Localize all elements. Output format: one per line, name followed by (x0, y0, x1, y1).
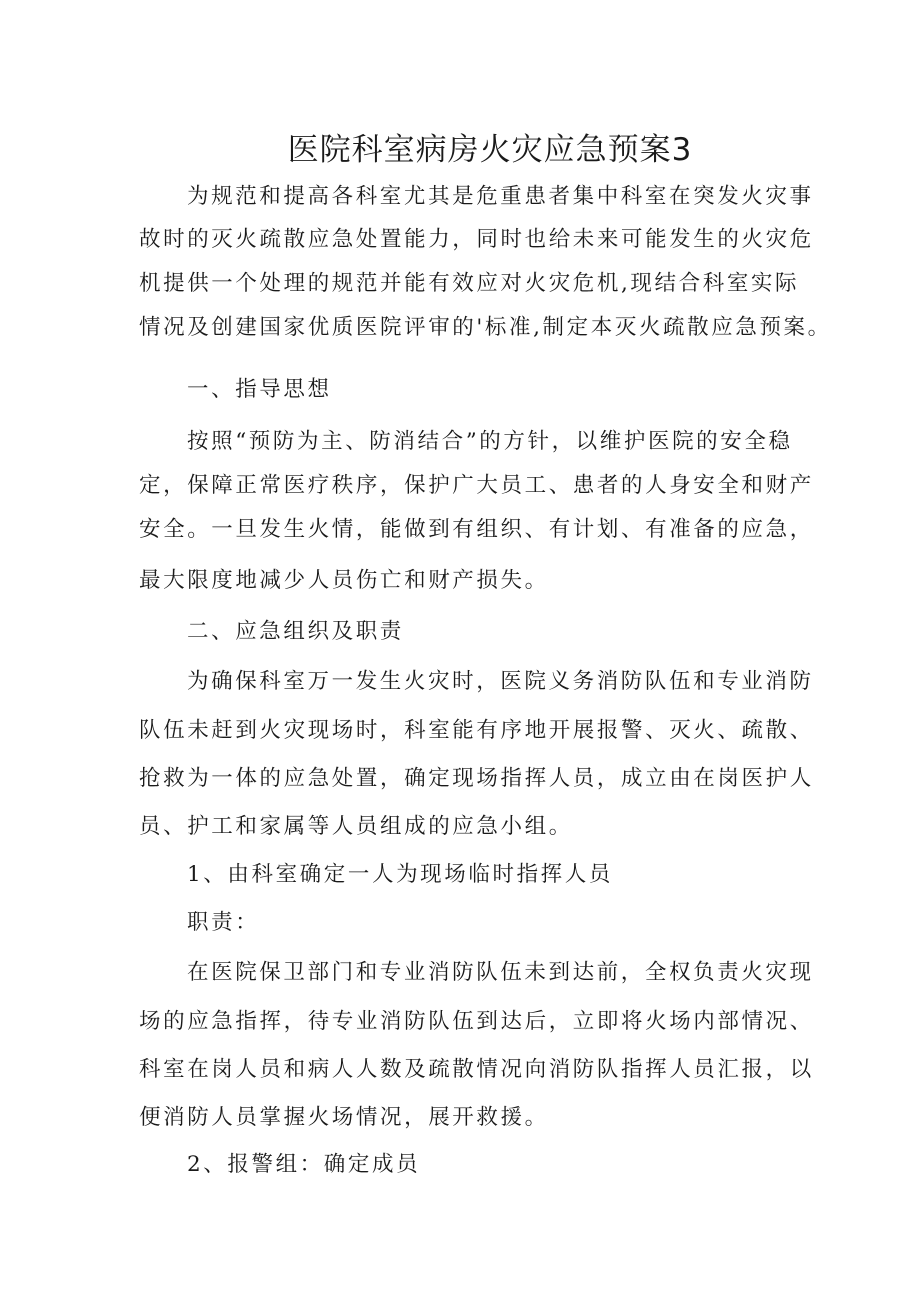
paragraph-line: 定，保障正常医疗秩序，保护广大员工、患者的人身安全和财产 (139, 473, 814, 498)
paragraph-line: 为规范和提高各科室尤其是危重患者集中科室在突发火灾事 (187, 184, 814, 209)
paragraph-line: 科室在岗人员和病人人数及疏散情况向消防队指挥人员汇报，以 (139, 1057, 814, 1082)
section-heading: 二、应急组织及职责 (187, 619, 404, 644)
subsection-heading: 1、由科室确定一人为现场临时指挥人员 (187, 862, 613, 887)
paragraph-line: 员、护工和家属等人员组成的应急小组。 (139, 814, 573, 839)
subsection-heading: 2、报警组：确定成员 (187, 1152, 421, 1177)
section-heading: 一、指导思想 (187, 377, 332, 402)
paragraph-line: 在医院保卫部门和专业消防队伍未到达前，全权负责火灾现 (187, 960, 814, 985)
document-title: 医院科室病房火灾应急预案3 (287, 132, 693, 168)
paragraph-line: 场的应急指挥，待专业消防队伍到达后，立即将火场内部情况、 (139, 1009, 814, 1034)
paragraph-line: 故时的灭火疏散应急处置能力，同时也给未来可能发生的火灾危 (139, 227, 814, 252)
paragraph-line: 机提供一个处理的规范并能有效应对火灾危机,现结合科室实际 (139, 271, 800, 296)
paragraph-line: 最大限度地减少人员伤亡和财产损失。 (139, 568, 549, 593)
paragraph-line: 队伍未赶到火灾现场时，科室能有序地开展报警、灭火、疏散、 (139, 718, 814, 743)
subsection-label: 职责： (187, 910, 260, 935)
paragraph-line: 抢救为一体的应急处置，确定现场指挥人员，成立由在岗医护人 (139, 766, 814, 791)
paragraph-line: 情况及创建国家优质医院评审的'标准,制定本灭火疏散应急预案。 (139, 315, 832, 340)
paragraph-line: 便消防人员掌握火场情况，展开救援。 (139, 1105, 549, 1130)
paragraph-line: 安全。一旦发生火情，能做到有组织、有计划、有准备的应急， (139, 517, 814, 542)
paragraph-line: 按照“预防为主、防消结合”的方针，以维护医院的安全稳 (187, 429, 793, 454)
paragraph-line: 为确保科室万一发生火灾时，医院义务消防队伍和专业消防 (187, 669, 814, 694)
